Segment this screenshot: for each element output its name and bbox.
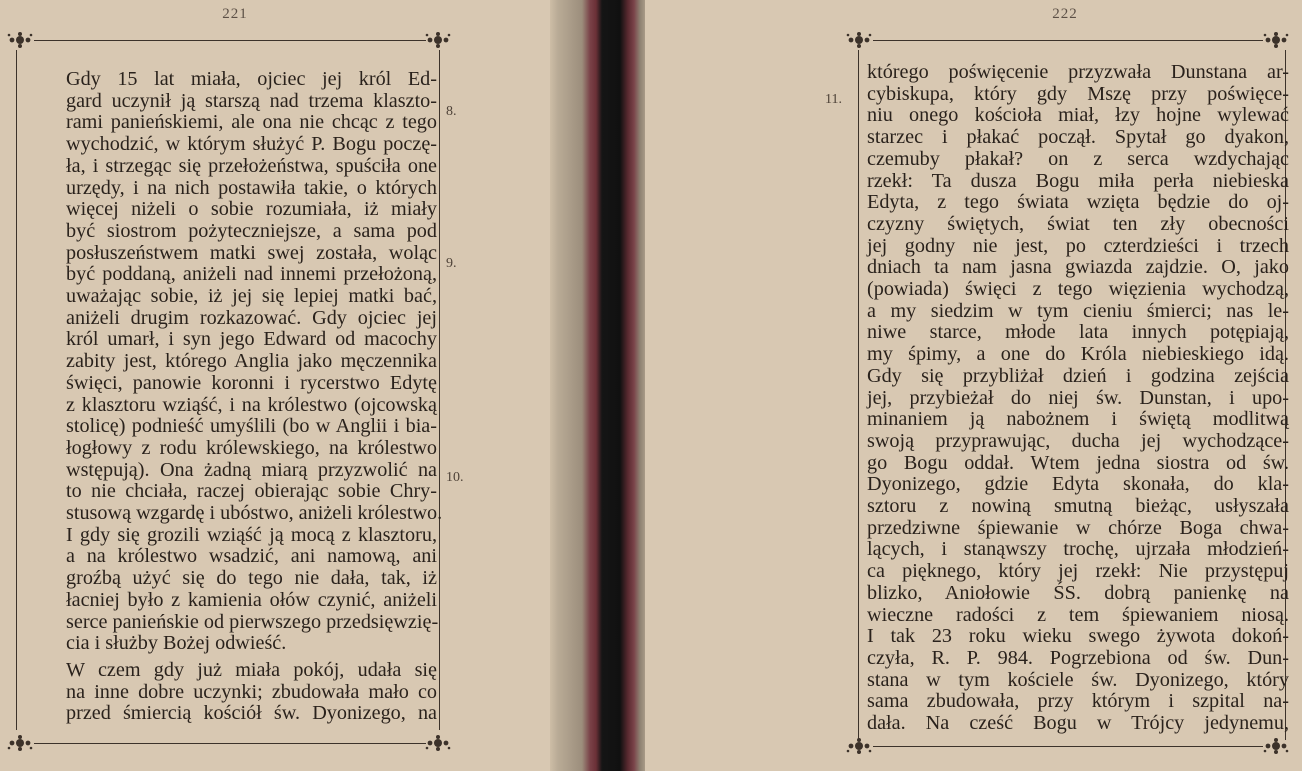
left-page xyxy=(0,0,550,771)
text-line: którego poświęcenie przyzwała Dunstana ar- xyxy=(867,61,1289,83)
text-line: serce panieńskie od pierwszego przedsięwzię- xyxy=(66,610,439,633)
text-line: swoją przyprawując, ducha jej wychodzące- xyxy=(867,429,1289,452)
text-line: czyzny świętych, świat ten zły obecności xyxy=(867,212,1289,235)
text-line: być siostrom pożyteczniejsze, a sama pod xyxy=(66,219,437,242)
text-line: I gdy się grozili wziąść ją mocą z klasztoru, xyxy=(66,523,437,546)
text-line: jej, przybieżał do niej św. Dunstan, i upo- xyxy=(867,386,1289,409)
page-number-right: 222 xyxy=(1052,6,1078,22)
text-line: więcej niżeli o sobie rozumiała, iż miały xyxy=(66,198,437,221)
text-line: go Bogu oddał. Wtem jedna siostra od św. xyxy=(867,451,1289,474)
text-line: przedziwne śpiewanie w chórze Boga chwa- xyxy=(867,516,1289,539)
text-line: niu onego kościoła miał, łzy hojne wylewać xyxy=(867,104,1289,127)
text-line: posłuszeństwem matki swej została, woląc xyxy=(66,241,437,264)
text-line: dniach ta nam jasna gwiazda zajdzie. O, jako xyxy=(867,256,1289,279)
right-border-line xyxy=(439,50,440,730)
text-line: cybiskupa, który gdy Mszę przy poświęce- xyxy=(867,82,1289,105)
corner-ornament-top-left xyxy=(845,31,873,49)
text-line: rami panieńskiemi, ale ona nie chcąc z tego xyxy=(66,111,437,134)
text-line: zabity jest, którego Anglia jako męczennika xyxy=(66,350,437,373)
text-line: a na królestwo wsadzić, ani namową, ani xyxy=(66,545,437,568)
text-line: my śpimy, a one do Króla niebieskiego idą. xyxy=(867,343,1289,366)
page-number-left: 221 xyxy=(222,6,248,22)
text-line: aniżeli drugim rozkazować. Gdy ojciec jej xyxy=(66,306,437,329)
text-line: dała. Na cześć Bogu w Trójcy jedynemu, xyxy=(867,712,1289,735)
text-line: czyła, R. P. 984. Pogrzebiona od św. Dun- xyxy=(867,646,1289,669)
text-line: (powiada) święci z tego więzienia wychodzą, xyxy=(867,278,1289,301)
text-line: stana w tym kościele św. Dyonizego, który xyxy=(867,668,1289,691)
text-line: łogłowy z rodu królewskiego, na królestwo xyxy=(66,436,437,459)
top-rule-left xyxy=(34,40,426,41)
text-line: ła, i strzegąc się przełożeństwa, spuściła one xyxy=(66,154,437,177)
bottom-rule-left xyxy=(34,743,426,744)
text-line: uważając sobie, iż jej się lepiej matki bać, xyxy=(66,285,437,308)
text-line: czemuby płakał? on z serca wzdychając xyxy=(867,147,1289,170)
text-line: rzekł: Ta dusza Bogu miła perła niebieska xyxy=(867,169,1289,192)
text-line: W czem gdy już miała pokój, udała się xyxy=(66,658,437,681)
text-line: gard uczynił ją starszą nad trzema klaszto- xyxy=(66,89,437,112)
text-line: blizko, Aniołowie ŚS. dobrą panienkę na xyxy=(867,581,1289,604)
corner-ornament-top-right xyxy=(424,31,452,49)
margin-note: 8. xyxy=(446,104,457,119)
text-line: niwe starce, młode lata innych potępiają, xyxy=(867,321,1289,344)
corner-ornament-bottom-right xyxy=(1262,737,1290,755)
text-line: stusową wzgardę i ubóstwo, aniżeli królestwo. xyxy=(66,502,443,525)
text-line: święci, panowie koronni i rycerstwo Edytę xyxy=(66,371,437,394)
text-line: minaniem ją nabożnem i świętą modlitwą xyxy=(867,408,1289,431)
text-line: urzędy, i na nich postawiła takie, o których xyxy=(66,176,437,199)
left-page-text xyxy=(22,68,443,725)
text-line: Gdy się przybliżał dzień i godzina zejścia xyxy=(867,364,1289,387)
text-line: być poddaną, aniżeli nad innemi przełożoną, xyxy=(66,263,437,286)
text-line: wychodzić, w którym służyć P. Bogu poczę- xyxy=(66,133,437,156)
margin-note: 11. xyxy=(825,92,842,107)
text-line: ca pięknego, który jej rzekł: Nie przystępuj xyxy=(867,560,1289,583)
paragraph xyxy=(22,660,437,725)
right-page-text xyxy=(867,62,1289,735)
paragraph xyxy=(22,68,443,655)
book-spine xyxy=(550,0,645,771)
corner-ornament-top-right xyxy=(1262,31,1290,49)
text-line: sama zbudowała, przy którym i szpital na- xyxy=(867,690,1289,713)
text-line: stolicę) podnieść umyślili (bo w Anglii i bia- xyxy=(66,415,437,438)
text-line: cia i służby Bożej odwieść. xyxy=(66,632,287,655)
corner-ornament-bottom-left xyxy=(6,734,34,752)
text-line: Edyta, z tego świata wzięta będzie do oj- xyxy=(867,191,1289,214)
text-line: Gdy 15 lat miała, ojciec jej król Ed- xyxy=(66,68,437,90)
text-line: to nie chciała, raczej obierając sobie Chry- xyxy=(66,480,437,503)
text-line: I tak 23 roku wieku swego żywota dokoń- xyxy=(867,625,1289,648)
text-line: starzec i płakać począł. Spytał go dyakon, xyxy=(867,126,1289,149)
text-line: groźbą użyć się do tego nie dała, tak, iż xyxy=(66,567,437,590)
text-line: na inne dobre uczynki; zbudowała mało co xyxy=(66,680,437,703)
text-line: przed śmiercią kościół św. Dyonizego, na xyxy=(66,702,437,725)
corner-ornament-bottom-right xyxy=(424,734,452,752)
text-line: jej godny nie jest, po czterdzieści i trzech xyxy=(867,234,1289,257)
text-line: a my siedzim w tym cieniu śmierci; nas le- xyxy=(867,299,1289,322)
text-line: wieczne radości z tem śpiewaniem niosą. xyxy=(867,603,1289,626)
paragraph xyxy=(867,62,1289,735)
text-line: Dyonizego, gdzie Edyta skonała, do kla- xyxy=(867,473,1289,496)
left-border-line xyxy=(16,50,17,730)
margin-note: 9. xyxy=(446,256,457,271)
text-line: łacniej było z kamienia ołów czynić, aniżeli xyxy=(66,588,437,611)
text-line: wstępują). Ona żadną miarą przyzwolić na xyxy=(66,458,437,481)
corner-ornament-bottom-left xyxy=(845,737,873,755)
top-rule-right xyxy=(873,40,1263,41)
left-border-line xyxy=(858,50,859,740)
text-line: sztoru z nowiną smutną bieżąc, usłyszała xyxy=(867,495,1289,518)
bottom-rule-right xyxy=(873,746,1263,747)
text-line: król umarł, i syn jego Edward od macochy xyxy=(66,328,437,351)
text-line: lących, i stanąwszy trochę, ujrzała młodzień- xyxy=(867,538,1289,561)
corner-ornament-top-left xyxy=(6,31,34,49)
margin-note: 10. xyxy=(446,470,464,485)
right-page xyxy=(645,0,1302,771)
text-line: z klasztoru wziąść, i na królestwo (ojcowską xyxy=(66,393,437,416)
